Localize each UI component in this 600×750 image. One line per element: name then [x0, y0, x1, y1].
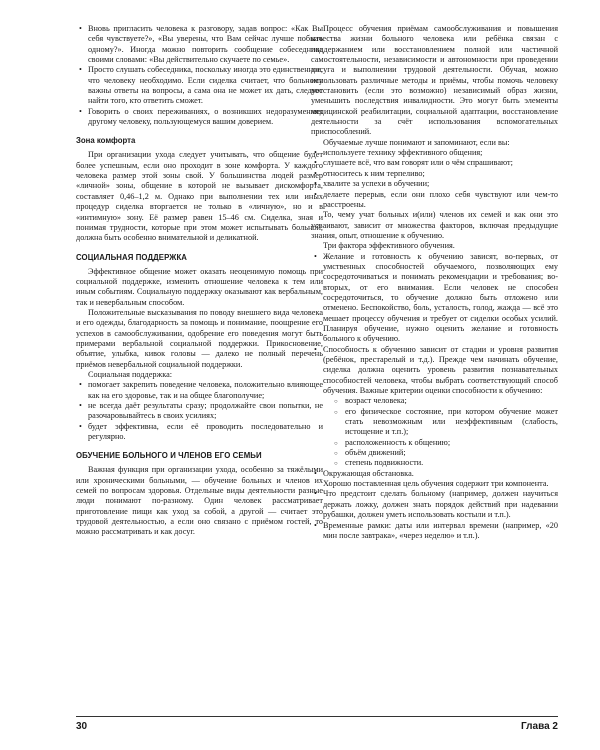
list-item: • Временные рамки: даты или интервал времени (например, «20 мин после завтрака», «через неделю» и т.п.). [311, 521, 558, 542]
chapter-label: Глава 2 [520, 721, 558, 732]
ability-text: Способность к обучению зависит от стадии и уровня развития (ребёнок, престарелый и т.д.). Прежде чем начинать обучение, сиделка должна оценить уровень развития познавательных способностей человека, чтобы выбрать соответствующий способ обучения. Важные критерии оценки способности к обучению: [323, 344, 558, 396]
sub-list-item: ○ его физическое состояние, при котором обучение может стать невозможным или неэффективным (слабость, истощение и т.п.); [323, 407, 558, 438]
list-item: • помогает закрепить поведение человека, положительно влияющее как на его здоровье, так и на общее благополучие; [76, 380, 323, 401]
paragraph-social-support-3: Социальная поддержка: [88, 369, 173, 379]
paragraph-learners: Обучаемые лучше понимают и запоминают, если вы: [323, 137, 510, 147]
paragraph-factors-intro: То, чему учат больных и(или) членов их семей и как они это усваивают, зависит от множества факторов, включая предыдущие знания, опыт, отношение к обучению. [311, 210, 558, 240]
list-item: • используете технику эффективного общения; [311, 148, 558, 158]
list-item: • Просто слушать собеседника, поскольку иногда это единственное, что человеку необходимо. Если сиделка считает, что больному важны ответы на вопросы, а сама она не может их дать, следует найти того, кто ответить сможет. [76, 65, 323, 106]
list-item: • слушаете всё, что вам говорят или о чём спрашивают; [311, 158, 558, 168]
goal-components-list [311, 489, 558, 541]
paragraph-training-process: Процесс обучения приёмам самообслуживания и повышения качества жизни больного человека или ребёнка связан с поддержанием или восстановлением полной или частичной самостоятельности, независимости и автономности при проведении досуга и выполнении трудовой деятельности. Обучая, можно использовать различные методы и приёмы, чтобы помочь человеку восстановить (если это возможно) независимый образ жизни, уменьшить последствия инвалидности. Это могут быть элементы медицинской реабилитации, социальной адаптации, восстановление деятельности за счёт использования вспомогательных приспособлений. [311, 24, 558, 137]
page-number: 30 [76, 721, 88, 732]
list-item: • относитесь к ним терпеливо; [311, 169, 558, 179]
learning-conditions-list [311, 148, 558, 210]
right-column [311, 24, 558, 541]
paragraph-goal: Хорошо поставленная цель обучения содержит три компонента. [323, 479, 549, 489]
criteria-sublist [323, 396, 558, 468]
list-item: • будет эффективна, если её проводить последовательно и регулярно. [76, 422, 323, 443]
sub-list-item: ○ степень подвижности. [323, 458, 558, 468]
list-item-desire: • Желание и готовность к обучению зависят, во-первых, от умственных способностей обучаемого, позволяющих ему сосредоточиваться и понимать рекомендации и требования; во-вторых, от его внимания. Если человек не способен сосредоточиться, то обучение должно быть отложено или отменено. Беспокойство, боль, усталость, голод, жажда — всё это мешает процессу обучения и требует от сиделки особых усилий. Планируя обучение, нужно оценить желание и готовность больного к обучению. [311, 252, 558, 345]
paragraph-patient-training: Важная функция при организации ухода, особенно за тяжёлыми или хроническими больными, — обучение больных и членов их семей по вопросам здоровья. Отдельные виды деятельности разные люди понимают по-разному. Один человек рассматривает приготовление пищи как уход за собой, а другой — считает это трудовой деятельностью, а если оно связано с приёмом гостей, то можно рассматривать и как досуг. [76, 465, 323, 537]
sub-list-item: ○ расположенность к общению; [323, 438, 558, 448]
paragraph-social-support-2: Положительные высказывания по поводу внешнего вида человека и его одежды, благодарность за помощь и понимание, поощрение его успехов в самообслуживании, одобрение его поведения могут быть примерами вербальной социальной поддержки. Прикосновение, объятие, улыбка, кивок головы — далеко не полный перечень приёмов невербальной социальной поддержки. [76, 307, 323, 369]
list-item: • Вновь пригласить человека к разговору, задав вопрос: «Как Вы себя чувствуете?», «Вы уверены, что Вам сейчас лучше побыть одному?». Иногда можно повторить сообщение собеседника своими словами: «Вы действительно скучаете по семье». [76, 24, 323, 65]
list-item-ability [311, 345, 558, 469]
paragraph-comfort-zone: При организации ухода следует учитывать, что общение будет более успешным, если оно проходит в зоне комфорта. У каждого человека размер этой зоны свой. У большинства людей размер «личной» зоны, общение в которой не вызывает дискомфорта, составляет 0,46–1,2 м. Однако при выполнении тех или иных процедур сиделка вторгается не только в «личную», но и в «интимную» зону. Её размер равен 15–46 см. Сиделка, зная и понимая трудности, которые при этом может испытывать больной, должна быть особенно внимательной и деликатной. [76, 150, 323, 243]
list-item: • делаете перерыв, если они плохо себя чувствуют или чем-то расстроены. [311, 190, 558, 211]
heading-comfort-zone: Зона комфорта [76, 136, 136, 146]
list-item: • не всегда даёт результаты сразу; продолжайте свои попытки, не разочаровывайтесь в своих усилиях; [76, 401, 323, 422]
heading-social-support: СОЦИАЛЬНАЯ ПОДДЕРЖКА [76, 252, 188, 262]
training-factors-list [311, 252, 558, 480]
list-item: • хвалите за успехи в обучении; [311, 179, 558, 189]
list-item: • Что предстоит сделать больному (например, должен научиться держать ложку, должен знать порядок действий при надевании рубашки, должен уметь использовать костыли и т.п.). [311, 489, 558, 520]
paragraph-three-factors: Три фактора эффективного обучения. [323, 241, 455, 251]
communication-tips-list [76, 24, 323, 127]
heading-patient-training: ОБУЧЕНИЕ БОЛЬНОГО И ЧЛЕНОВ ЕГО СЕМЬИ [76, 451, 262, 461]
list-item: • Говорить о своих переживаниях, о возникших недоразумениях другому человеку, пользующемуся вашим доверием. [76, 107, 323, 128]
left-column [76, 24, 323, 538]
sub-list-item: ○ возраст человека; [323, 396, 558, 406]
page-footer [76, 716, 558, 734]
sub-list-item: ○ объём движений; [323, 448, 558, 458]
paragraph-social-support-1: Эффективное общение может оказать неоценимую помощь при социальной поддержке, изменить отношение человека к тем или иным событиям. Социальную поддержку оказывают как вербальным, так и невербальным способом. [76, 266, 323, 307]
social-support-list [76, 380, 323, 442]
list-item-environment: • Окружающая обстановка. [311, 469, 558, 479]
